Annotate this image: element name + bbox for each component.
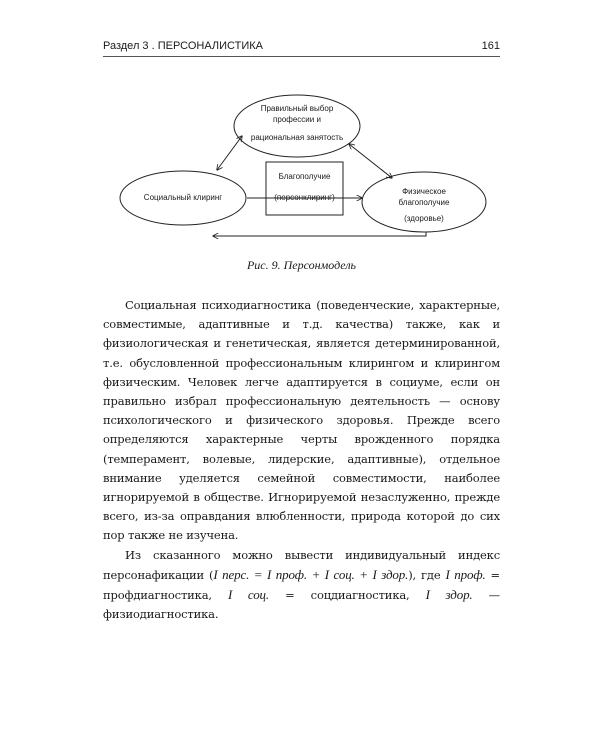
running-head: [103, 40, 500, 57]
figure-caption: Рис. 9. Персонмодель: [246, 258, 357, 272]
formula-index: I перс. = I проф. + I соц. + I здор.: [213, 566, 409, 582]
formula-prof: I проф.: [445, 566, 486, 582]
formula-health: I здор.: [425, 587, 473, 603]
page-number: 161: [481, 40, 500, 52]
section-title: Раздел 3 . ПЕРСОНАЛИСТИКА: [103, 40, 264, 52]
arrow-left-top: [217, 136, 242, 170]
center-box-label: Благополучие (персонклиринг): [274, 172, 335, 202]
paragraph-1: Социальная психодиагностика (поведенческие, характерные, совместимые, адаптивные и т.д. качества) также, как и физиологическая и генетическая, является детерминированной, т.е. обусловленной профессиональным клирингом и клирингом физическим. Человек легче адаптируется в социуме, если он правильно избрал профессиональную деятельность — основу психологического и физического здоровья. Прежде всего определяются характерные черты врожденного порядка (темперамент, волевые, лидерские, адаптивные), отдельное внимание уделяется семейной совместимости, наиболее игнорируемой в обществе. Игнорируемой незаслуженно, прежде всего, из-за оправдания влюбленности, природа которой до сих пор также не изучена.: [103, 298, 500, 543]
body-text: [103, 296, 500, 624]
formula-soc: I соц.: [228, 587, 269, 603]
arrow-return: [213, 232, 426, 236]
personmodel-diagram: [103, 92, 500, 252]
right-node-label: Физическое благополучие (здоровье): [398, 187, 450, 223]
top-node-label: Правильный выбор профессии и рациональная занятость: [250, 104, 344, 142]
paragraph-2: Из сказанного можно вывести индивидуальный индекс персонафикации (I перс. = I проф. + I соц. + I здор.), где I проф. = профдиагностика, I соц. = соцдиагностика, I здор. — физиодиагностика.: [103, 547, 500, 622]
left-node-label: Социальный клиринг: [143, 193, 223, 202]
arrow-top-right: [349, 144, 392, 178]
